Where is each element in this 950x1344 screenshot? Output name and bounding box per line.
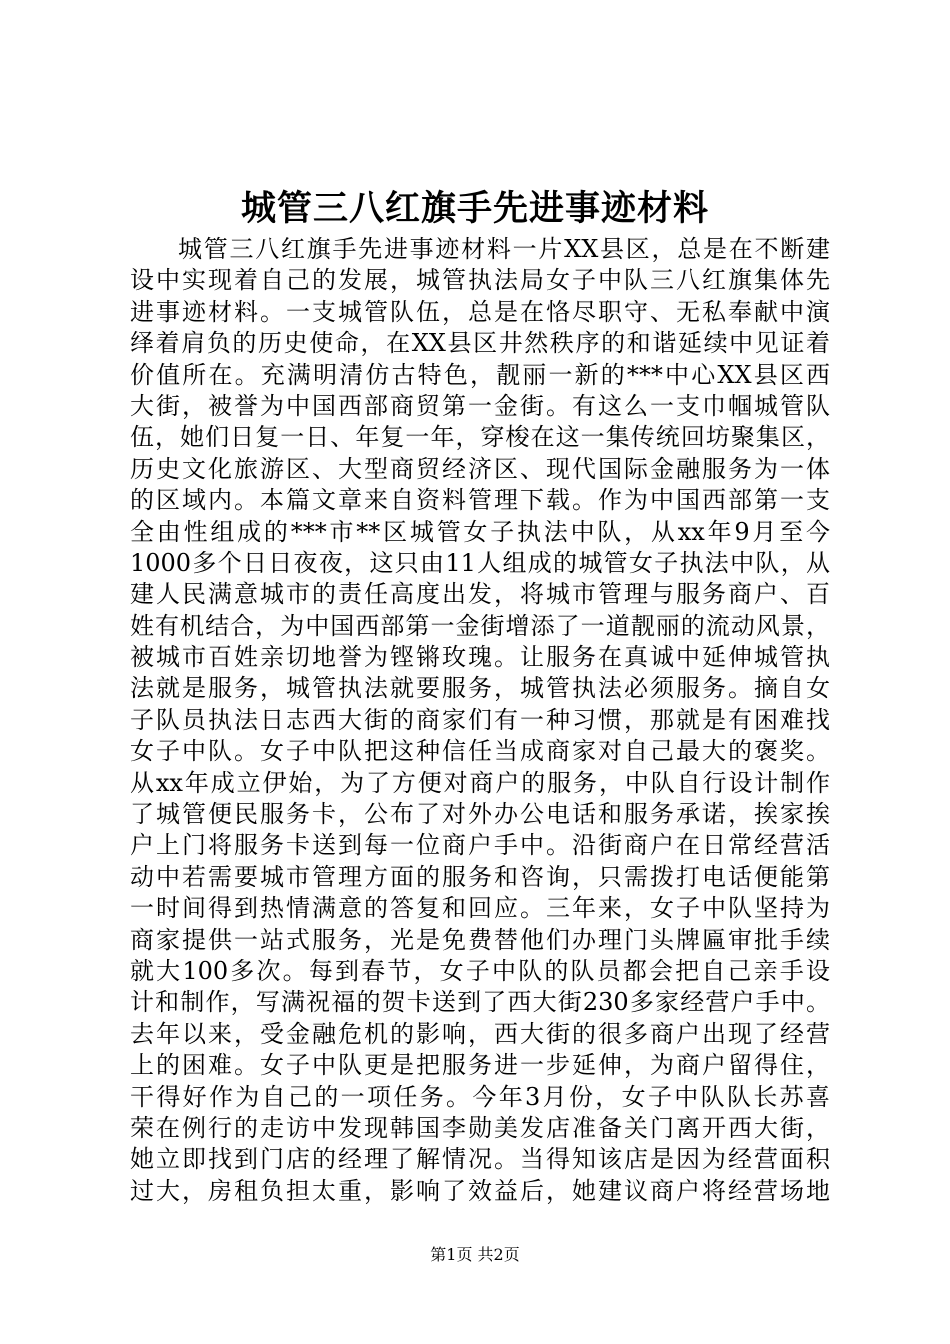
body-line: 干得好作为自己的一项任务。今年3月份，女子中队队长苏喜 xyxy=(130,1082,830,1111)
body-line: 她立即找到门店的经理了解情况。当得知该店是因为经营面积 xyxy=(130,1145,830,1174)
body-line: 大街，被誉为中国西部商贸第一金街。有这么一支巾帼城管队 xyxy=(130,391,830,420)
body-line: 去年以来，受金融危机的影响，西大街的很多商户出现了经营 xyxy=(130,1019,830,1048)
body-line: 姓有机结合，为中国西部第一金街增添了一道靓丽的流动风景， xyxy=(130,611,830,640)
page-number-footer: 第1页 共2页 xyxy=(430,1245,520,1264)
body-line: 过大，房租负担太重，影响了效益后，她建议商户将经营场地 xyxy=(130,1176,830,1205)
body-line: 子队员执法日志西大街的商家们有一种习惯，那就是有困难找 xyxy=(130,705,830,734)
body-line: 女子中队。女子中队把这种信任当成商家对自己最大的褒奖。 xyxy=(130,737,830,766)
body-line: 进事迹材料。一支城管队伍，总是在恪尽职守、无私奉献中演 xyxy=(130,297,830,326)
body-line: 就大100多次。每到春节，女子中队的队员都会把自己亲手设 xyxy=(130,956,830,985)
body-line: 城管三八红旗手先进事迹材料一片XX县区，总是在不断建 xyxy=(178,235,830,263)
body-line: 计和制作，写满祝福的贺卡送到了西大街230多家经营户手中。 xyxy=(130,988,830,1017)
body-line: 设中实现着自己的发展，城管执法局女子中队三八红旗集体先 xyxy=(130,266,830,295)
body-line: 一时间得到热情满意的答复和回应。三年来，女子中队坚持为 xyxy=(130,894,830,923)
body-line: 绎着肩负的历史使命，在XX县区井然秩序的和谐延续中见证着 xyxy=(130,329,830,358)
body-line: 商家提供一站式服务，光是免费替他们办理门头牌匾审批手续 xyxy=(130,925,830,954)
body-line: 历史文化旅游区、大型商贸经济区、现代国际金融服务为一体 xyxy=(130,454,830,483)
body-line: 荣在例行的走访中发现韩国李勋美发店准备关门离开西大街， xyxy=(130,1113,830,1142)
document-title: 城管三八红旗手先进事迹材料 xyxy=(240,188,709,229)
body-line: 从xx年成立伊始，为了方便对商户的服务，中队自行设计制作 xyxy=(130,768,830,797)
body-line: 动中若需要城市管理方面的服务和咨询，只需拨打电话便能第 xyxy=(130,862,830,891)
body-line: 1000多个日日夜夜，这只由11人组成的城管女子执法中队，从 xyxy=(130,548,830,577)
body-line: 伍，她们日复一日、年复一年，穿梭在这一集传统回坊聚集区， xyxy=(130,423,830,452)
body-line: 的区域内。本篇文章来自资料管理下载。作为中国西部第一支 xyxy=(130,486,830,515)
body-line: 全由性组成的***市**区城管女子执法中队，从xx年9月至今 xyxy=(130,517,830,546)
body-line: 了城管便民服务卡，公布了对外办公电话和服务承诺，挨家挨 xyxy=(130,800,830,829)
body-line: 建人民满意城市的责任高度出发，将城市管理与服务商户、百 xyxy=(130,580,830,609)
body-line: 被城市百姓亲切地誉为铿锵玫瑰。让服务在真诚中延伸城管执 xyxy=(130,643,830,672)
body-line: 法就是服务，城管执法就要服务，城管执法必须服务。摘自女 xyxy=(130,674,830,703)
document-body xyxy=(130,234,830,1207)
body-line: 户上门将服务卡送到每一位商户手中。沿街商户在日常经营活 xyxy=(130,831,830,860)
body-line: 上的困难。女子中队更是把服务进一步延伸，为商户留得住， xyxy=(130,1051,830,1080)
body-line: 价值所在。充满明清仿古特色，靓丽一新的***中心XX县区西 xyxy=(130,360,830,389)
